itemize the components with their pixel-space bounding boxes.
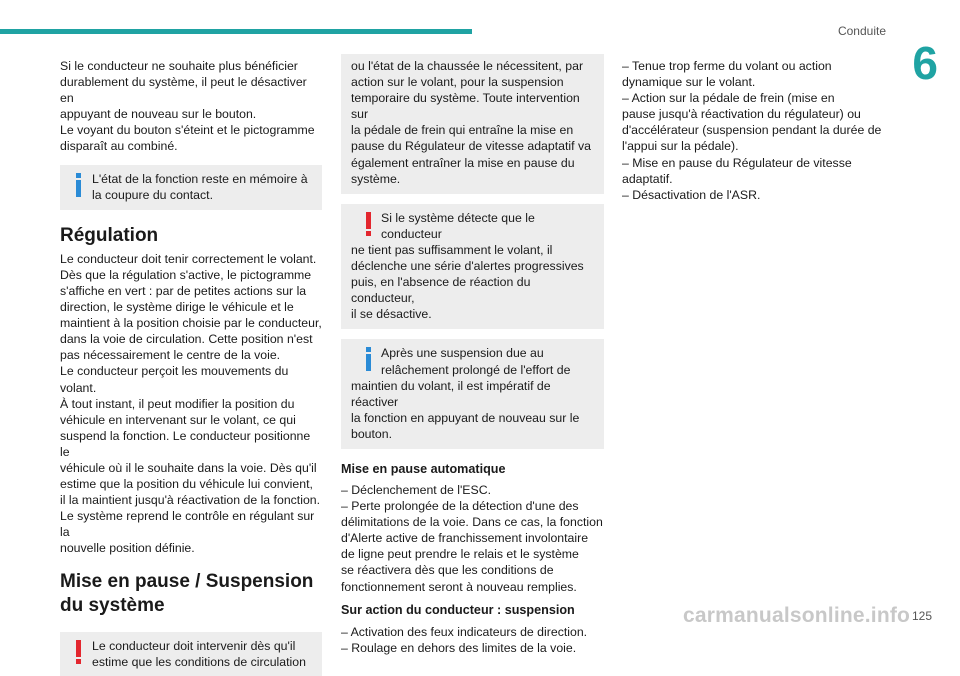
driver-action-list xyxy=(341,624,604,656)
text-line: la fonction en appuyant de nouveau sur le xyxy=(351,410,580,425)
list-item: – Action sur la pédale de frein (mise en xyxy=(622,91,835,106)
info-note-box xyxy=(60,165,322,210)
text-line: nouvelle position définie. xyxy=(60,541,195,556)
text-line: dynamique sur le volant. xyxy=(622,75,756,90)
text-line: ou l'état de la chaussée le nécessitent, par xyxy=(351,59,584,73)
text-line: durablement du système, il peut le désactiver en xyxy=(60,75,307,106)
text-line: la coupure du contact. xyxy=(92,187,213,202)
text-line: direction, le système dirige le véhicule et le xyxy=(60,300,294,315)
warning-icon xyxy=(74,640,83,664)
list-item: – Déclenchement de l'ESC. xyxy=(341,482,491,497)
text-line: ne tient pas suffisamment le volant, il xyxy=(351,242,553,257)
text-line: pause du Régulateur de vitesse adaptatif va xyxy=(351,139,591,154)
text-line: véhicule en intervenant sur le volant, ce qui xyxy=(60,412,296,427)
column-3 xyxy=(622,58,884,203)
text-line: suspend la fonction. Le conducteur positionne le xyxy=(60,428,311,459)
info-icon xyxy=(364,347,373,371)
list-item: – Roulage en dehors des limites de la voie. xyxy=(341,640,577,655)
text-line: il se désactive. xyxy=(351,307,432,322)
chapter-number: 6 xyxy=(912,37,938,89)
list-item: – Mise en pause du Régulateur de vitesse xyxy=(622,155,852,170)
text-line: puis, en l'absence de réaction du conducteur, xyxy=(351,275,531,306)
text-line: fonctionnement seront à nouveau remplies. xyxy=(341,579,577,594)
heading-line: Mise en pause / Suspension xyxy=(60,570,314,592)
text-line: d'Alerte active de franchissement involontaire xyxy=(341,531,589,546)
list-item: – Activation des feux indicateurs de direction. xyxy=(341,624,588,639)
text-line: s'affiche en vert : par de petites actions sur la xyxy=(60,283,307,298)
text-line: Le conducteur perçoit les mouvements du xyxy=(60,364,289,379)
text-line: Après une suspension due au xyxy=(381,346,544,361)
warning-note-continuation xyxy=(341,54,604,194)
text-line: la pédale de frein qui entraîne la mise en xyxy=(351,123,574,138)
text-line: il la maintient jusqu'à réactivation de la fonction. xyxy=(60,493,321,508)
text-line: temporaire du système. Toute intervention sur xyxy=(351,91,580,122)
header-accent-bar xyxy=(0,29,472,34)
text-line: d'accélérateur (suspension pendant la durée de xyxy=(622,123,882,138)
text-line: maintient à la position choisie par le conducteur, xyxy=(60,316,322,331)
pause-heading xyxy=(60,570,322,618)
info-note-box xyxy=(341,339,604,449)
text-line: se réactivera dès que les conditions de xyxy=(341,563,554,578)
list-item: – Perte prolongée de la détection d'une des xyxy=(341,499,579,514)
text-line: adaptatif. xyxy=(622,171,673,186)
text-line: estime que la position du véhicule lui convient, xyxy=(60,477,313,492)
intro-paragraph xyxy=(60,58,322,155)
text-line: pause jusqu'à réactivation du régulateur) ou xyxy=(622,107,861,122)
driver-action-list-continued xyxy=(622,58,884,203)
section-title: Conduite xyxy=(837,24,886,38)
text-line: action sur le volant, pour la suspension xyxy=(351,75,564,90)
text-line: Le système reprend le contrôle en régulant sur la xyxy=(60,509,315,540)
text-line: estime que les conditions de circulation xyxy=(92,654,306,669)
warning-note-box xyxy=(60,632,322,676)
text-line: système. xyxy=(351,171,401,186)
text-line: bouton. xyxy=(351,426,393,441)
page-number: 125 xyxy=(911,609,932,623)
regulation-heading: Régulation xyxy=(60,224,159,246)
list-item: – Tenue trop ferme du volant ou action xyxy=(622,59,832,73)
text-line: l'appui sur la pédale). xyxy=(622,139,739,154)
text-line: disparaît au combiné. xyxy=(60,139,178,154)
warning-icon xyxy=(364,212,373,236)
text-line: Si le système détecte que le conducteur xyxy=(381,210,535,241)
column-2 xyxy=(341,58,604,656)
text-line: également entraîner la mise en pause du xyxy=(351,155,575,170)
text-line: déclenche une série d'alertes progressives xyxy=(351,259,584,274)
watermark: carmanualsonline.info xyxy=(683,604,911,627)
text-line: dans la voie de circulation. Cette position n'est xyxy=(60,332,313,347)
text-line: appuyant de nouveau sur le bouton. xyxy=(60,107,257,122)
column-1 xyxy=(60,58,322,676)
info-icon xyxy=(74,173,83,197)
text-line: véhicule où il le souhaite dans la voie. Dès qu'il xyxy=(60,460,317,475)
warning-note-box xyxy=(341,204,604,330)
text-line: L'état de la fonction reste en mémoire à xyxy=(92,171,308,186)
text-line: délimitations de la voie. Dans ce cas, la fonction xyxy=(341,515,603,530)
auto-pause-list xyxy=(341,482,604,595)
text-line: Dès que la régulation s'active, le pictogramme xyxy=(60,267,312,282)
auto-pause-heading: Mise en pause automatique xyxy=(341,461,506,476)
list-item: – Désactivation de l'ASR. xyxy=(622,187,761,202)
text-line: À tout instant, il peut modifier la position du xyxy=(60,396,295,411)
text-line: de ligne peut prendre le relais et le système xyxy=(341,547,579,562)
text-line: Le conducteur doit tenir correctement le volant. xyxy=(60,251,317,266)
text-line: Le conducteur doit intervenir dès qu'il xyxy=(92,638,296,653)
driver-action-heading: Sur action du conducteur : suspension xyxy=(341,602,575,617)
text-line: Le voyant du bouton s'éteint et le pictogramme xyxy=(60,123,315,138)
text-line: Si le conducteur ne souhaite plus bénéficier xyxy=(60,59,298,73)
text-line: relâchement prolongé de l'effort de xyxy=(381,362,571,377)
text-line: maintien du volant, il est impératif de réactiver xyxy=(351,378,551,409)
text-line: volant. xyxy=(60,380,97,395)
text-line: pas nécessairement le centre de la voie. xyxy=(60,348,281,363)
heading-line: du système xyxy=(60,594,165,616)
regulation-paragraph xyxy=(60,251,322,557)
